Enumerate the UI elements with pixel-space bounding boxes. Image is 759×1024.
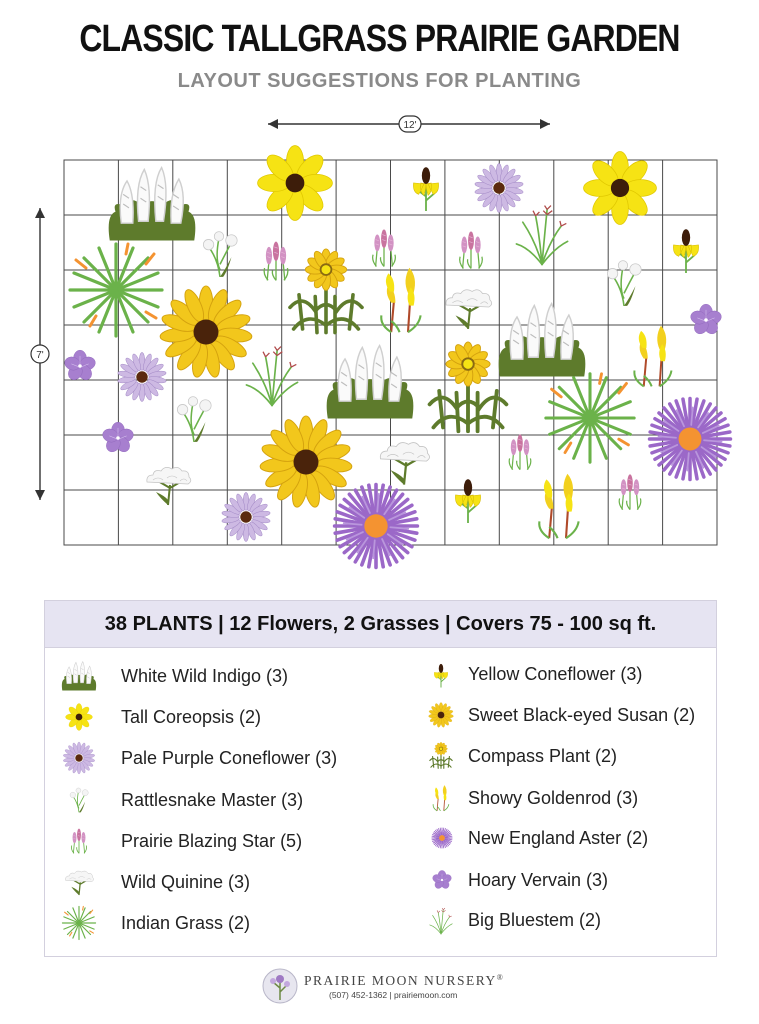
page-title: CLASSIC TALLGRASS PRAIRIE GARDEN [79, 18, 680, 60]
legend-header: 38 PLANTS | 12 Flowers, 2 Grasses | Covers 75 - 100 sq ft. [45, 601, 716, 648]
legend-item-new-england-aster [427, 823, 717, 853]
legend-item-sweet-black-eyed-susan [427, 700, 717, 730]
compass-plant [290, 249, 362, 333]
big-bluestem-icon [427, 902, 455, 940]
big-bluestem-plant [246, 347, 297, 406]
legend-item-pale-purple-coneflower [59, 743, 369, 773]
big-bluestem-plant [516, 206, 567, 265]
new-england-aster-plant [650, 399, 731, 480]
yellow-coneflower-plant [413, 167, 438, 211]
white-wild-indigo-plant [327, 346, 414, 419]
tall-coreopsis-icon [65, 703, 93, 731]
planting-plants [63, 146, 731, 568]
sweet-black-eyed-susan-plant [159, 286, 252, 379]
prairie-blazing-star-plant [619, 474, 641, 509]
hoary-vervain-icon [431, 868, 453, 892]
pale-purple-coneflower-icon [62, 741, 96, 775]
legend-label: Pale Purple Coneflower (3) [121, 748, 338, 768]
legend-label: Sweet Black-eyed Susan (2) [468, 705, 696, 725]
yellow-coneflower-plant [455, 479, 480, 523]
width-dimension-arrow [268, 116, 550, 132]
indian-grass-plant [70, 244, 162, 336]
legend-label: Hoary Vervain (3) [468, 870, 609, 890]
legend-item-rattlesnake-master [59, 785, 369, 815]
legend-label: Showy Goldenrod (3) [468, 788, 639, 808]
indian-grass-plant [546, 374, 634, 462]
footer-contact: (507) 452-1362 | prairiemoon.com [329, 990, 458, 1000]
compass-plant [430, 342, 507, 431]
showy-goldenrod-icon [427, 780, 455, 816]
prairie-blazing-star-plant [460, 232, 483, 269]
pale-purple-coneflower-plant [474, 164, 523, 213]
tall-coreopsis-plant [584, 152, 657, 225]
legend-label: Tall Coreopsis (2) [121, 707, 262, 727]
legend-label: Indian Grass (2) [121, 913, 251, 933]
width-label: 12' [403, 120, 417, 131]
new-england-aster-plant [335, 485, 418, 568]
hoary-vervain-plant [63, 350, 97, 382]
legend-label: Compass Plant (2) [468, 746, 618, 766]
tall-coreopsis-plant [258, 146, 333, 221]
white-wild-indigo-icon [59, 657, 99, 695]
legend-item-big-bluestem [427, 905, 717, 935]
showy-goldenrod-plant [539, 474, 578, 538]
legend-label: White Wild Indigo (3) [121, 666, 289, 686]
white-wild-indigo-plant [109, 168, 196, 241]
prairie-blazing-star-plant [373, 230, 396, 267]
legend-label: New England Aster (2) [468, 828, 649, 848]
height-label: 7' [36, 350, 44, 361]
hoary-vervain-plant [689, 304, 723, 336]
wild-quinine-plant [380, 443, 429, 485]
sweet-black-eyed-susan-icon [428, 702, 454, 728]
yellow-coneflower-plant [673, 229, 698, 273]
wild-quinine-plant [446, 290, 492, 329]
white-wild-indigo-plant [499, 304, 586, 377]
legend-item-yellow-coneflower [427, 659, 717, 689]
prairie-blazing-star-plant [264, 242, 288, 281]
wild-quinine-icon [59, 865, 99, 897]
new-england-aster-icon [431, 827, 453, 849]
compass-plant-icon [427, 740, 455, 772]
legend-item-white-wild-indigo [59, 661, 369, 691]
footer-brand-name: PRAIRIE MOON NURSERY® [304, 973, 505, 988]
prairie-blazing-star-plant [509, 434, 531, 469]
wild-quinine-plant [147, 467, 191, 505]
legend-label: Big Bluestem (2) [468, 910, 602, 930]
legend-label: Wild Quinine (3) [121, 872, 251, 892]
legend-item-hoary-vervain [427, 865, 717, 895]
sweet-black-eyed-susan-plant [259, 416, 352, 509]
legend-item-showy-goldenrod [427, 783, 717, 813]
legend-item-indian-grass [59, 908, 369, 938]
rattlesnake-master-plant [607, 261, 641, 306]
rattlesnake-master-icon [65, 783, 93, 817]
indian-grass-icon [61, 905, 97, 941]
pale-purple-coneflower-plant [221, 493, 270, 542]
legend-item-wild-quinine [59, 867, 369, 897]
height-dimension-arrow [31, 208, 49, 500]
pale-purple-coneflower-plant [117, 353, 166, 402]
prairie-blazing-star-icon [65, 823, 93, 859]
legend-item-compass-plant [427, 741, 717, 771]
legend-item-prairie-blazing-star [59, 826, 369, 856]
legend-item-tall-coreopsis [59, 702, 369, 732]
yellow-coneflower-icon [427, 655, 455, 693]
legend-label: Rattlesnake Master (3) [121, 790, 304, 810]
showy-goldenrod-plant [634, 326, 671, 387]
prairie-moon-logo [262, 968, 298, 1004]
legend-label: Yellow Coneflower (3) [468, 664, 643, 684]
showy-goldenrod-plant [381, 268, 420, 332]
legend-label: Prairie Blazing Star (5) [121, 831, 303, 851]
page-subtitle: LAYOUT SUGGESTIONS FOR PLANTING [177, 70, 582, 92]
plant-legend [44, 600, 717, 957]
